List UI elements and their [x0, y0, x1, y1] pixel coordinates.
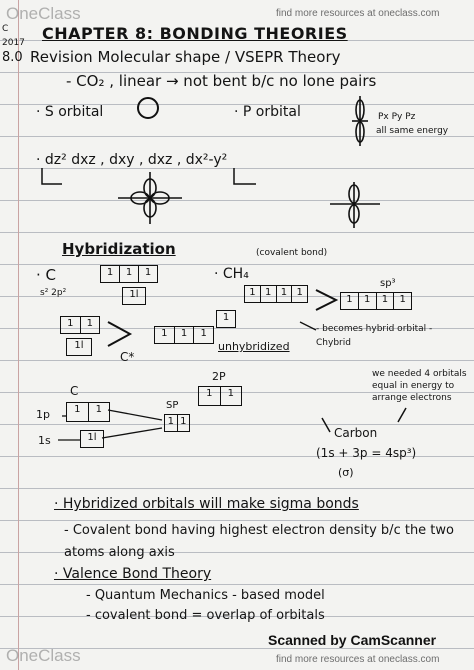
- orbital-cell: 1: [144, 267, 152, 278]
- ch4-label: · CH₄: [214, 266, 249, 282]
- co2-note: - CO₂ , linear → not bent b/c no lone pairs: [66, 72, 377, 90]
- orbital-cell: 1: [86, 318, 93, 329]
- orbital-cell: 1: [155, 327, 175, 343]
- hook-arrow-icon: [234, 168, 256, 184]
- section-subtitle: Revision Molecular shape / VSEPR Theory: [30, 48, 341, 66]
- orbital-cell: 1: [377, 293, 395, 309]
- c-star-label: C*: [120, 350, 135, 364]
- p-orbitals-list: Px Py Pz: [378, 112, 416, 122]
- connector-line: [102, 428, 162, 438]
- orbital-cell: 1: [296, 287, 303, 298]
- orbital-cell: 1l: [129, 289, 139, 300]
- header-corner: C: [2, 24, 9, 34]
- orbital-cell: 1: [95, 404, 102, 415]
- connector-line: [108, 410, 162, 420]
- need-four-note: we needed 4 orbitals equal in energy to arrange electrons: [372, 369, 467, 403]
- orbital-cell: 1: [199, 387, 221, 405]
- orbital-cell: 1l: [87, 432, 97, 443]
- valence-bond-point-1: - Quantum Mechanics - based model: [86, 588, 325, 603]
- watermark-link-bottom: find more resources at oneclass.com: [276, 654, 440, 665]
- carbon-label: · C: [36, 266, 57, 284]
- sigma-symbol: (σ): [338, 466, 354, 479]
- electron-config: s² 2p²: [40, 288, 67, 298]
- sp-label: SP: [166, 400, 179, 411]
- sigma-statement: · Hybridized orbitals will make sigma bonds: [54, 496, 359, 512]
- orbital-cell: 1: [61, 317, 81, 333]
- carbon-word: Carbon: [334, 426, 378, 440]
- p-orbital-label: · P orbital: [234, 104, 301, 120]
- s-orbital-icon: [138, 98, 158, 118]
- oneclass-logo-bottom: OneClass: [6, 646, 81, 665]
- watermark-link-top: find more resources at oneclass.com: [276, 8, 440, 19]
- orbital-cell: 1: [120, 266, 139, 282]
- arrow-icon: [108, 322, 130, 346]
- orbital-cell: 1: [261, 286, 277, 302]
- d-orbital-icon-right: [330, 182, 380, 228]
- orbital-cell: 1: [245, 286, 261, 302]
- label-1p: 1p: [36, 408, 50, 421]
- orbital-cell: 1: [165, 415, 178, 431]
- orbital-cell: 1: [175, 327, 195, 343]
- orbital-cell: 1: [67, 403, 89, 421]
- section-number: 8.0: [2, 50, 23, 65]
- arrow-icon: [322, 418, 330, 432]
- covalent-bond-note: (covalent bond): [256, 248, 328, 258]
- orbital-cell: 1: [200, 328, 207, 339]
- sp3-label: sp³: [380, 278, 396, 289]
- hybridization-heading: Hybridization: [62, 240, 176, 258]
- valence-bond-point-2: - covalent bond = overlap of orbitals: [86, 608, 325, 623]
- orbital-cell: 1: [180, 416, 187, 427]
- carbon-label-2: C: [70, 384, 79, 398]
- camscanner-label: Scanned by CamScanner: [268, 632, 437, 648]
- same-energy-note: all same energy: [376, 126, 449, 136]
- arrow-icon: [300, 322, 316, 330]
- unhybridized-label: unhybridized: [218, 340, 290, 353]
- orbital-cell: 1: [227, 388, 234, 399]
- orbital-cell: 1: [222, 312, 230, 323]
- chapter-title: CHAPTER 8: BONDING THEORIES: [42, 24, 348, 43]
- d-orbital-icon-left: [118, 172, 182, 224]
- orbital-cell: 1: [399, 294, 406, 305]
- orbital-cell: 1: [341, 293, 359, 309]
- hook-arrow-icon: [42, 168, 62, 184]
- orbital-cell: 1: [359, 293, 377, 309]
- becomes-hybrid-note: - becomes hybrid orbital - Chybrid: [316, 324, 433, 348]
- two-p-label: 2P: [212, 370, 226, 383]
- carbon-equation: (1s + 3p = 4sp³): [316, 446, 417, 460]
- orbital-cell: 1: [101, 266, 120, 282]
- valence-bond-heading: · Valence Bond Theory: [54, 566, 212, 582]
- d-orbitals-label: · dz² dxz , dxy , dxz , dx²-y²: [36, 152, 228, 168]
- sigma-definition: - Covalent bond having highest electron density b/c the two atoms along axis: [64, 523, 454, 560]
- year-label: 2017: [2, 38, 25, 48]
- label-1s: 1s: [38, 434, 51, 447]
- oneclass-logo-top: OneClass: [6, 4, 81, 23]
- orbital-cell: 1l: [74, 340, 84, 351]
- arrow-icon: [398, 408, 406, 422]
- p-orbital-icon: [352, 96, 368, 146]
- s-orbital-label: · S orbital: [36, 104, 104, 120]
- orbital-cell: 1: [277, 286, 293, 302]
- arrow-icon: [316, 290, 336, 310]
